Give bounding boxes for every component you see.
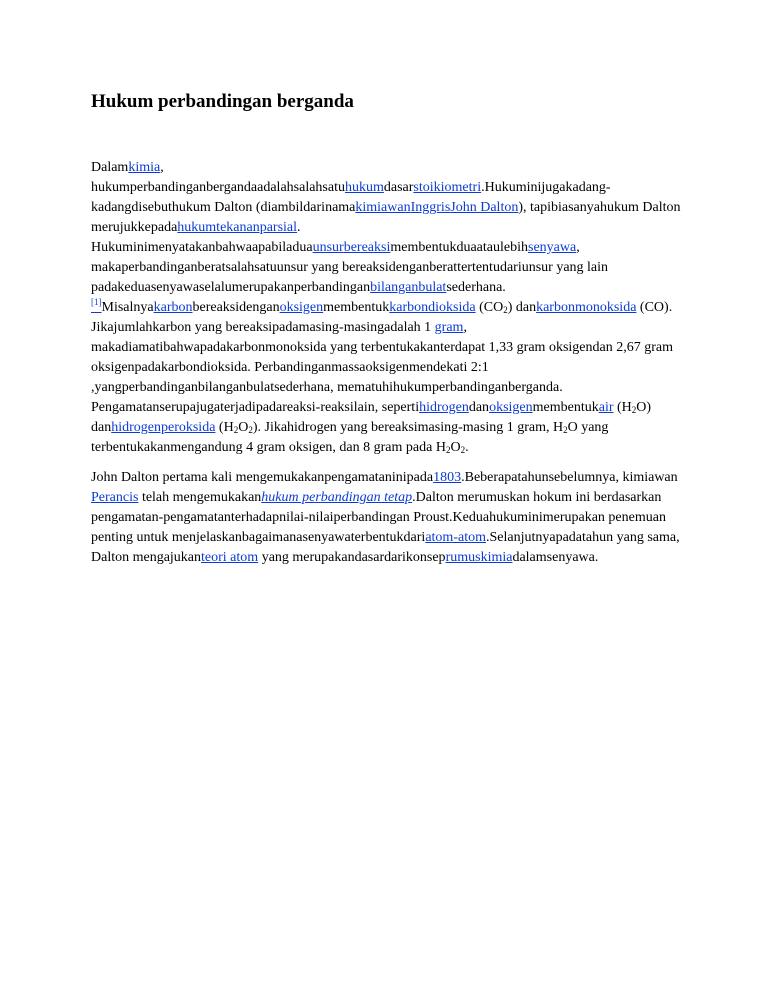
wiki-link[interactable]: karbon [153,300,193,315]
text-run: .Beberapatahunsebelumnya, kimiawan [461,470,678,485]
subscript: 2 [563,425,568,435]
text-run: . [465,440,469,455]
subscript: 2 [631,405,637,415]
wiki-link[interactable]: stoikiometri [413,180,482,195]
text-run: .Dalton merumuskan hokum ini berdasarkan pengamatan-pengamatanterhadapnilai-nilaiperbandingan Proust.Keduahukuminimerupakan penemuan penting untuk menjelaskanbagaimanasenyawaterbentukdari [91,490,666,545]
text-run: dan [468,400,490,415]
wiki-link[interactable]: karbondioksida [389,300,476,315]
wiki-link[interactable]: Inggris [410,200,451,215]
text-run: (H [613,400,632,415]
text-run: O) dan [91,400,652,435]
wiki-link[interactable]: 1803 [433,470,462,485]
text-run: ), tapibiasanyahukum Dalton merujukkepada [91,200,681,235]
text-run: telah mengemukakan [138,490,262,505]
wiki-link[interactable]: hukumtekananparsial [177,220,298,235]
article-body [91,158,686,578]
wiki-link[interactable]: gram [434,320,464,335]
text-run: , makaperbandinganberatsalahsatuunsur yang bereaksidenganberattertentudariunsur yang lain padakeduasenyawaselalumerupakanperbandingan [91,240,609,295]
wiki-link[interactable]: John Dalton [450,200,519,215]
wiki-link[interactable]: oksigen [279,300,324,315]
subscript: 2 [460,445,466,455]
text-run: , makadiamatibahwapadakarbonmonoksida yang terbentukakanterdapat 1,33 gram oksigendan 2,67 gram oksigenpadakarbondioksida. Perbandinganmassaoksigenmendekati 2:1 ,yangperbandinganbilanganbulatsederhana, mematuhihukumperbandinganberganda. Pengamatanserupajugaterjadipadareaksi-reaksilain, seperti [91,320,673,415]
subscript: 2 [248,425,253,435]
wiki-link[interactable]: kimia [128,160,161,175]
text-run: membentuk [323,300,390,315]
wiki-link[interactable]: bilanganbulat [370,280,447,295]
text-run: hukumperbandinganbergandaadalahsalahsatu [91,180,345,195]
text-run: .Hukuminijugakadang-kadangdisebuthukum Dalton (diambildarinama [91,180,611,215]
wiki-link[interactable]: Perancis [91,490,139,505]
text-run: John Dalton pertama kali mengemukakanpengamataninipada [91,470,434,485]
text-run: Misalnya [101,300,154,315]
paragraph-2 [91,468,686,568]
text-run: membentukduaataulebih [390,240,528,255]
text-run: O yang terbentukakanmengandung 4 gram oksigen, dan 8 gram pada H [91,420,609,455]
text-run: ). Jikahidrogen yang bereaksimasing-masing 1 gram, H [252,420,564,435]
citation-marker: [1] [91,297,102,307]
text-run: (CO [475,300,504,315]
wiki-link[interactable]: hidrogenperoksida [111,420,216,435]
wiki-link[interactable]: atom-atom [425,530,486,545]
wiki-link[interactable]: rumuskimia [445,550,513,565]
wiki-link[interactable]: kimiawan [355,200,411,215]
wiki-link[interactable]: oksigen [489,400,533,415]
wiki-link[interactable]: unsur [312,240,344,255]
text-run: , [160,160,164,175]
text-run: O [450,440,461,455]
paragraph-1 [91,158,686,458]
text-run: dalamsenyawa. [512,550,599,565]
text-run: sederhana. [446,280,506,295]
wiki-link[interactable]: bereaksi [343,240,391,255]
text-run: Dalam [91,160,129,175]
wiki-link[interactable]: teori atom [201,550,259,565]
text-run: (CO). Jikajumlahkarbon yang bereaksipadamasing-masingadalah 1 [91,300,673,335]
text-run: yang merupakandasardarikonsep [258,550,446,565]
wiki-link[interactable]: hukum [344,180,384,195]
text-run: (H [215,420,234,435]
wiki-link[interactable]: hidrogen [419,400,469,415]
subscript: 2 [445,445,451,455]
wiki-link[interactable]: air [598,400,614,415]
wiki-link[interactable]: senyawa [528,240,577,255]
text-run: O [238,420,249,435]
text-run: . Hukuminimenyatakanbahwaapabiladua [91,220,313,255]
citation-link[interactable] [91,297,102,315]
text-run: .Selanjutnyapadatahun yang sama, Dalton mengajukan [91,530,680,565]
wiki-link[interactable]: karbonmonoksida [536,300,637,315]
text-run: dasar [383,180,414,195]
wiki-link[interactable]: hukum perbandingan tetap [261,490,413,505]
text-run: membentuk [532,400,599,415]
text-run: ) dan [507,300,537,315]
page-title: Hukum perbandingan berganda [91,91,354,112]
subscript: 2 [233,425,239,435]
subscript: 2 [503,305,508,315]
text-run: bereaksidengan [192,300,280,315]
